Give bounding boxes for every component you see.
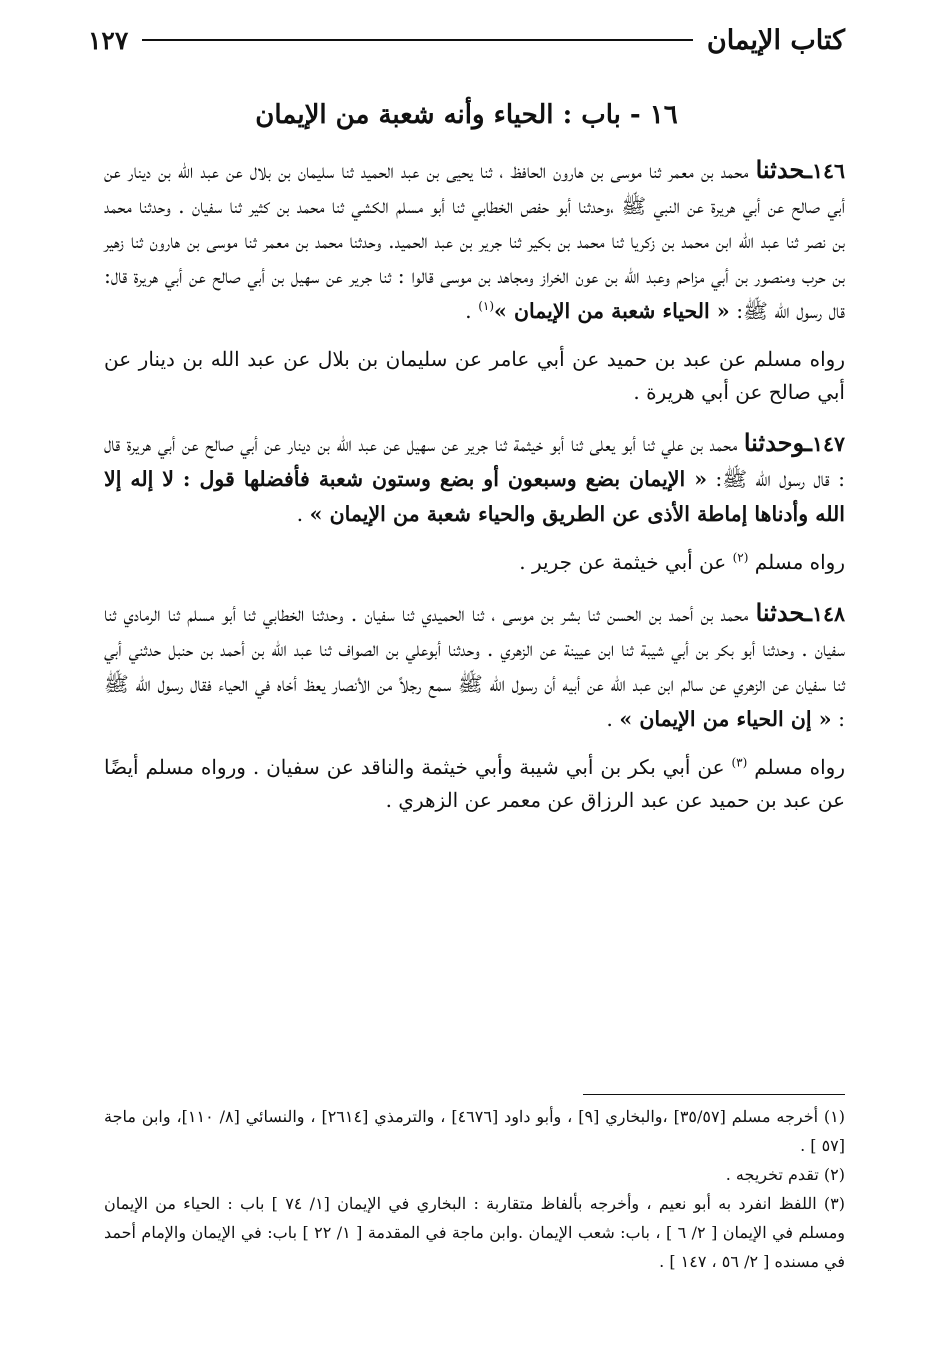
hadith-146 bbox=[104, 152, 845, 329]
note-text: رواه مسلم عن عبد بن حميد عن أبي عامر عن سليمان بن بلال عن عبد الله بن دينار عن أبي صالح عن أبي هريرة . bbox=[104, 347, 845, 404]
footnote-separator bbox=[583, 1094, 845, 1095]
takhrij-note bbox=[104, 751, 845, 817]
footnotes bbox=[104, 1102, 845, 1276]
note-text: عن أبي بكر بن أبي شيبة وأبي خيثمة والناقد عن سفيان . ورواه مسلم أيضًا عن عبد بن حميد عن عبد الرزاق عن معمر عن الزهري . bbox=[104, 755, 845, 812]
running-title: كتاب الإيمان bbox=[706, 24, 845, 56]
footnote-ref: (١) bbox=[478, 299, 495, 314]
hadith-number: ١٤٨ bbox=[811, 602, 845, 626]
hadith-opener: ـحدثنا bbox=[755, 155, 812, 184]
hadith-end: . bbox=[465, 299, 472, 323]
hadith-chain: محمد بن معمر ثنا موسى بن هارون الحافظ ، ثنا يحيى بن عبد الحميد ثنا سليمان بن بلال عن عبد الله بن دينار عن أبي صالح عن أبي هريرة عن النبي ﷺ ،وحدثنا أبو حفص الخطابي ثنا أبو مسلم الكشي ثنا محمد بن كثير ثنا سفيان . وحدثنا محمد بن نصر ثنا عبد الله ابن محمد بن زكريا ثنا محمد بن بكير ثنا جرير بن عبد الحميد. وحدثنا محمد بن معمر ثنا موسى بن هارون ثنا زهير بن حرب ومنصور بن أبي مزاحم وعبد الله بن عون الخراز ومجاهد بن موسى قالوا : ثنا جرير عن سهيل بن أبي صالح عن أبي هريرة قال: قال رسول الله ﷺ: bbox=[104, 159, 845, 323]
hadith-opener: ـوحدثنا bbox=[743, 428, 812, 457]
takhrij-note bbox=[104, 343, 845, 409]
hadith-end: . bbox=[606, 707, 613, 731]
footnote-2: (٢) تقدم تخريجه . bbox=[725, 1165, 845, 1184]
footnote-3: (٣) اللفظ انفرد به أبو نعيم ، وأخرجه بألفاظ متقاربة : البخاري في الإيمان [١/ ٧٤ ] باب : الحياء من الإيمان ومسلم في الإيمان [ ٢/ ٦ ] ، باب: شعب الإيمان .وابن ماجة في المقدمة [ ١/ ٢٢ ] باب: في الإيمان والإمام أحمد في مسنده [ ٢/ ٥٦ ، ١٤٧ ] . bbox=[104, 1194, 846, 1271]
hadith-chain: محمد بن أحمد بن الحسن ثنا بشر بن موسى ، ثنا الحميدي ثنا سفيان . وحدثنا الخطابي ثنا أبو مسلم ثنا الرمادي ثنا سفيان . وحدثنا أبو بكر بن أبي شيبة ثنا ابن عيينة عن الزهري . وحدثنا أبوعلي بن الصواف ثنا عبد الله بن أحمد بن حنبل حدثني أبي ثنا سفيان عن الزهري عن سالم ابن عبد الله عن أبيه أن رسول الله ﷺ سمع رجلاً من الأنصار يعظ أخاه في الحياء فقال رسول الله ﷺ : bbox=[104, 602, 845, 731]
hadith-opener: ـحدثنا bbox=[755, 598, 812, 627]
note-text: عن أبي خيثمة عن جرير . bbox=[519, 550, 727, 574]
page-number: ١٢٧ bbox=[88, 25, 129, 55]
hadith-148 bbox=[104, 595, 845, 737]
note-text: رواه مسلم bbox=[754, 550, 845, 574]
chapter-heading: ١٦ - باب : الحياء وأنه شعبة من الإيمان bbox=[255, 100, 678, 130]
takhrij-note bbox=[104, 546, 845, 579]
header-rule bbox=[142, 39, 693, 41]
hadith-matn: « الإيمان بضع وسبعون أو بضع وستون شعبة فأفضلها قول : لا إله إلا الله وأدناها إماطة الأذى عن الطريق والحياء شعبة من الإيمان » bbox=[104, 467, 845, 526]
hadith-end: . bbox=[296, 502, 304, 526]
note-text: رواه مسلم bbox=[754, 755, 845, 779]
footnote-ref: (٢) bbox=[732, 550, 749, 565]
page-body bbox=[104, 152, 845, 833]
hadith-chain: محمد بن علي ثنا أبو يعلى ثنا أبو خيثمة ثنا جرير عن سهيل عن عبد الله بن دينار عن أبي صالح عن أبي هريرة قال : قال رسول الله ﷺ: bbox=[104, 432, 845, 491]
hadith-matn: « إن الحياء من الإيمان » bbox=[619, 707, 832, 731]
running-header bbox=[88, 20, 845, 60]
footnote-1: (١) أخرجه مسلم [٣٥/٥٧] ،والبخاري [٩] ، وأبو داود [٤٦٧٦] ، والترمذي [٢٦١٤] ، والنسائي [٨/ ١١٠]، وابن ماجة [٥٧ ] . bbox=[104, 1107, 846, 1155]
hadith-number: ١٤٦ bbox=[811, 159, 845, 183]
hadith-147 bbox=[104, 425, 845, 532]
footnote-ref: (٣) bbox=[731, 755, 748, 770]
hadith-matn: « الحياء شعبة من الإيمان » bbox=[494, 299, 730, 323]
hadith-number: ١٤٧ bbox=[811, 432, 845, 456]
